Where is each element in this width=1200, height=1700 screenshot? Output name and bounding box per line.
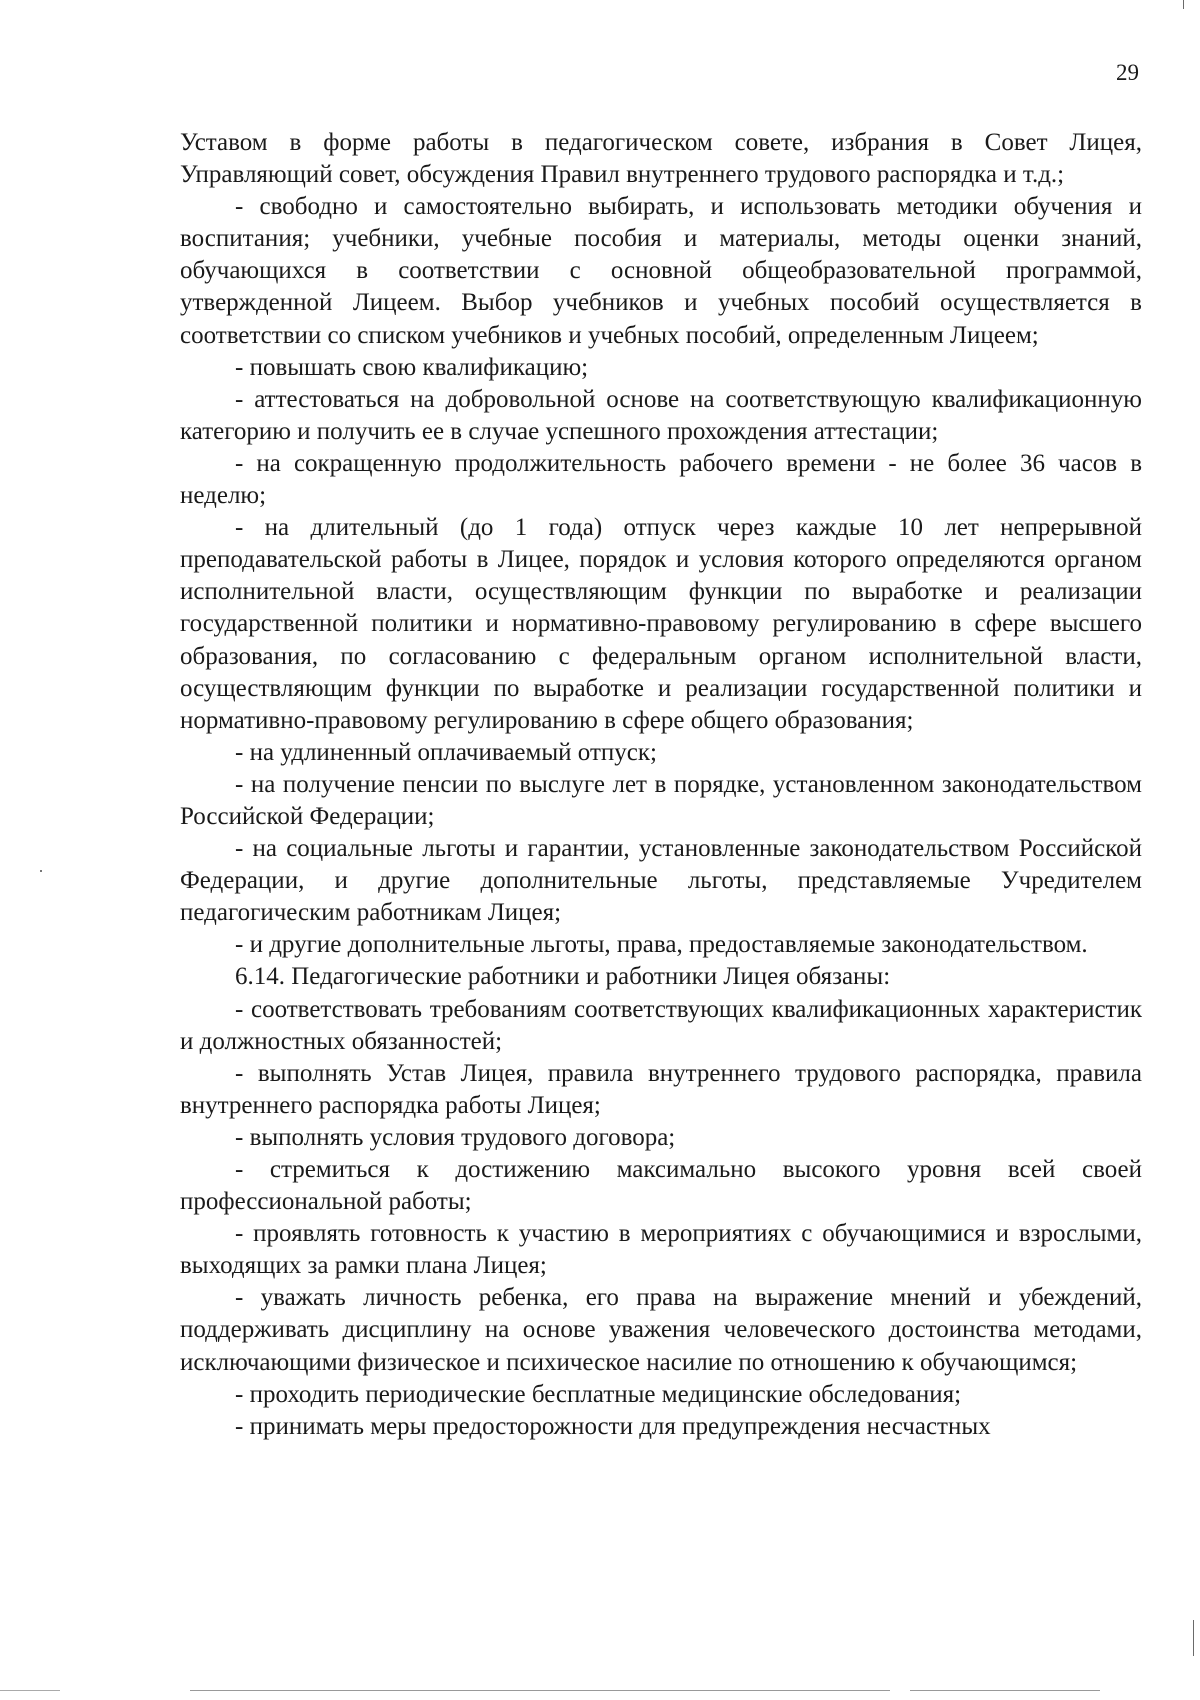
paragraph: - на длительный (до 1 года) отпуск через каждые 10 лет непрерывной преподавательской работы в Лицее, порядок и условия которого определяются органом исполнительной власти, осуществляющим функции по выработке и реализации государственной политики и нормативно-правовому регулированию в сфере высшего образования, по согласованию с федеральным органом исполнительной власти, осуществляющим функции по выработке и реализации государственной политики и нормативно-правовому регулированию в сфере общего образования;: [180, 514, 1142, 734]
scan-dust-dot: [40, 870, 42, 872]
scan-edge-line-bottom: [190, 1690, 890, 1691]
paragraph: - проявлять готовность к участию в мероприятиях с обучающимися и взрослыми, выходящих за рамки плана Лицея;: [180, 1220, 1142, 1280]
paragraph: - выполнять Устав Лицея, правила внутреннего трудового распорядка, правила внутреннего распорядка работы Лицея;: [180, 1059, 1142, 1119]
paragraph: - проходить периодические бесплатные медицинские обследования;: [235, 1380, 962, 1408]
page-number: 29: [1116, 60, 1139, 85]
paragraph: - на удлиненный оплачиваемый отпуск;: [235, 738, 657, 766]
paragraph: - повышать свою квалификацию;: [235, 353, 589, 381]
paragraph: - на сокращенную продолжительность рабочего времени - не более 36 часов в неделю;: [180, 449, 1142, 510]
paragraph: - на социальные льготы и гарантии, установленные законодательством Российской Федерации, и другие дополнительные льготы, представляемые Учредителем педагогическим работникам Лицея;: [180, 835, 1142, 927]
paragraph: - соответствовать требованиям соответствующих квалификационных характеристик и должностных обязанностей;: [180, 995, 1142, 1055]
paragraph: - на получение пенсии по выслуге лет в порядке, установленном законодательством Российской Федерации;: [180, 770, 1142, 830]
document-body: [180, 127, 1142, 1443]
paragraph: - уважать личность ребенка, его права на выражение мнений и убеждений, поддерживать дисциплину на основе уважения человеческого достоинства методами, исключающими физическое и психическое насилие по отношению к обучающимся;: [180, 1284, 1142, 1376]
scan-edge-line-bottom-left: [0, 1690, 60, 1691]
paragraph: - аттестоваться на добровольной основе на соответствующую квалификационную категорию и получить ее в случае успешного прохождения аттестации;: [180, 385, 1142, 445]
scan-edge-mark-right: [1193, 1620, 1194, 1656]
paragraph: 6.14. Педагогические работники и работники Лицея обязаны:: [235, 963, 891, 991]
paragraph: - стремиться к достижению максимально высокого уровня всей своей профессиональной работы;: [180, 1156, 1142, 1216]
paragraph: - свободно и самостоятельно выбирать, и использовать методики обучения и воспитания; учебники, учебные пособия и материалы, методы оценки знаний, обучающихся в соответствии с основной общеобразовательной программой, утвержденной Лицеем. Выбор учебников и учебных пособий осуществляется в соответствии со списком учебников и учебных пособий, определенным Лицеем;: [180, 193, 1142, 349]
scan-edge-line-bottom-right: [910, 1690, 1100, 1691]
scan-edge-mark-top: [1183, 0, 1184, 9]
paragraph: - принимать меры предосторожности для предупреждения несчастных: [235, 1412, 991, 1440]
paragraph: Уставом в форме работы в педагогическом совете, избрания в Совет Лицея, Управляющий совет, обсуждения Правил внутреннего трудового распорядка и т.д.;: [180, 129, 1142, 189]
paragraph: - выполнять условия трудового договора;: [235, 1123, 676, 1151]
paragraph: - и другие дополнительные льготы, права, предоставляемые законодательством.: [235, 931, 1088, 959]
